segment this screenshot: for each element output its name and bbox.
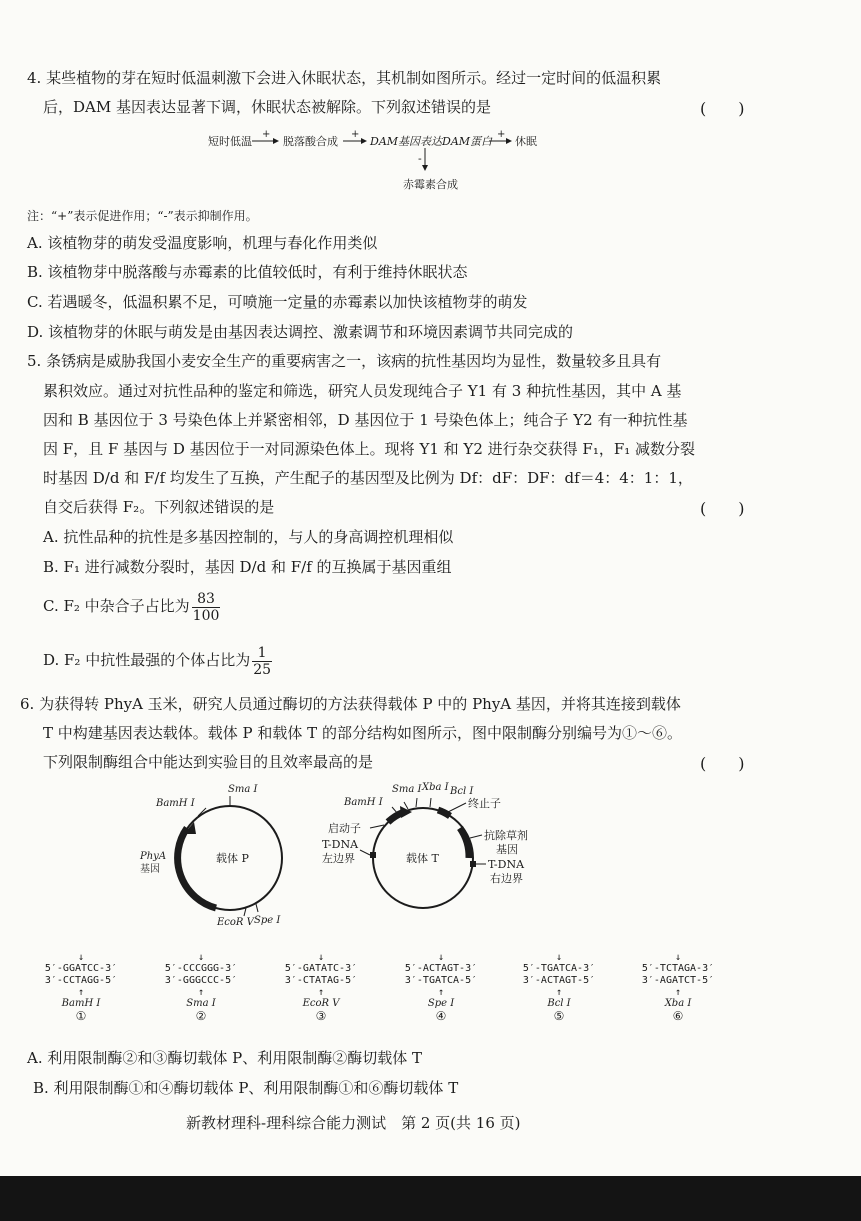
q4-stem-line2: 后，DAM 基因表达显著下调，休眠状态被解除。下列叙述错误的是 (43, 98, 491, 116)
site-xbai-bottom: 3′-AGATCT-5′ (641, 975, 715, 986)
vector-t-tdna-left-label: T-DNA (322, 838, 359, 851)
q5-option-c-text: C. F₂ 中杂合子占比为 (43, 597, 190, 615)
site-spei: ↓ 5′-ACTAGT-3′ 3′-TGATCA-5′ ↑ Spe I ④ (402, 952, 480, 1022)
site-ecorv-top: 5′-GATATC-3′ (284, 963, 358, 974)
vector-p-phya-label: PhyA (140, 851, 167, 862)
site-ecorv-number: ③ (315, 1009, 327, 1023)
herbicide-gene-arc (460, 828, 469, 858)
q4-flow-diagram (200, 128, 620, 196)
flow-minus: - (418, 152, 422, 165)
vector-t-diagram (300, 778, 560, 928)
q5-option-c (43, 586, 220, 626)
q6-stem-line1: 6. 为获得转 PhyA 玉米，研究人员通过酶切的方法获得载体 P 中的 PhyA 基因，并将其连接到载体 (20, 695, 681, 713)
vector-p-smai-label: Sma I (228, 784, 258, 795)
q4-option-c: C. 若遇暖冬，低温积累不足，可喷施一定量的赤霉素以加快该植物芽的萌发 (27, 293, 528, 311)
q6-option-a: A. 利用限制酶②和③酶切载体 P、利用限制酶②酶切载体 T (27, 1049, 423, 1067)
flow-plus-2: + (351, 129, 360, 140)
site-bcli-top: 5′-TGATCA-3′ (522, 963, 596, 974)
site-spei-name: Spe I (427, 998, 455, 1009)
vector-t-bamhi-label: BamH I (344, 797, 383, 808)
scan-bottom-edge (0, 1176, 861, 1221)
site-xbai: ↓ 5′-TCTAGA-3′ 3′-AGATCT-5′ ↑ Xba I ⑥ (638, 952, 718, 1022)
vector-t-terminator-label: 终止子 (468, 797, 501, 810)
site-smai-top: 5′-CCCGGG-3′ (164, 963, 238, 974)
q5-stem-line2: 累积效应。通过对抗性品种的鉴定和筛选，研究人员发现纯合子 Y1 有 3 种抗性基因，其中 A 基 (43, 382, 682, 400)
site-xbai-number: ⑥ (672, 1009, 684, 1023)
site-bamhi: ↓ 5′-GGATCC-3′ 3′-CCTAGG-5′ ↑ BamH I ① (42, 952, 120, 1022)
vector-p-ecorv-label: EcoR V (217, 917, 254, 928)
site-bamhi-bottom: 3′-CCTAGG-5′ (44, 975, 118, 986)
vector-p-spei-label: Spe I (254, 915, 281, 926)
site-bcli-name: Bcl I (547, 998, 571, 1009)
q5-option-b: B. F₁ 进行减数分裂时，基因 D/d 和 F/f 的互换属于基因重组 (43, 558, 452, 576)
flow-node-dormancy: 休眠 (515, 135, 537, 148)
vector-t-left-border-label: 左边界 (322, 852, 355, 865)
q5-answer-paren: ( ) (700, 499, 745, 518)
vector-t-xbai-label: Xba I (422, 782, 449, 793)
q5-stem-line6: 自交后获得 F₂。下列叙述错误的是 (43, 498, 275, 516)
q6-stem-line3: 下列限制酶组合中能达到实验目的且效率最高的是 (43, 753, 374, 771)
q5-stem-line3: 因和 B 基因位于 3 号染色体上并紧密相邻，D 基因位于 1 号染色体上；纯合子 Y2 有一种抗性基 (43, 411, 688, 429)
q5-stem-line1: 5. 条锈病是威胁我国小麦安全生产的重要病害之一，该病的抗性基因均为显性，数量较多且具有 (27, 352, 662, 370)
site-ecorv-name: EcoR V (302, 998, 340, 1009)
flow-node-dam-expression: DAM基因表达DAM蛋白 (370, 135, 493, 148)
flow-node-aba-synthesis: 脱落酸合成 (283, 135, 338, 148)
vector-p-gene-label: 基因 (140, 864, 160, 875)
q5-option-d (43, 640, 272, 680)
q5-option-d-fraction: $\frac{1}{25}$ (253, 644, 272, 678)
q4-note: 注：“+”表示促进作用；“-”表示抑制作用。 (27, 209, 258, 223)
flow-node-ga-synthesis: 赤霉素合成 (403, 178, 458, 191)
vector-t-right-border-label: 右边界 (490, 872, 523, 885)
site-ecorv-bottom: 3′-CTATAG-5′ (284, 975, 358, 986)
flow-plus-3: + (497, 129, 506, 140)
site-bamhi-top: 5′-GGATCC-3′ (44, 963, 118, 974)
q5-option-a: A. 抗性品种的抗性是多基因控制的，与人的身高调控机理相似 (43, 528, 454, 546)
site-bamhi-number: ① (75, 1009, 87, 1023)
terminator-arc (438, 810, 450, 816)
site-smai: ↓ 5′-CCCGGG-3′ 3′-GGGCCC-5′ ↑ Sma I ② (162, 952, 240, 1022)
site-smai-bottom: 3′-GGGCCC-5′ (164, 975, 238, 986)
q6-option-b: B. 利用限制酶①和④酶切载体 P、利用限制酶①和⑥酶切载体 T (33, 1079, 459, 1097)
q6-stem-line2: T 中构建基因表达载体。载体 P 和载体 T 的部分结构如图所示，图中限制酶分别编号为①～⑥。 (43, 724, 682, 742)
site-spei-bottom: 3′-TGATCA-5′ (404, 975, 478, 986)
site-spei-number: ④ (435, 1009, 447, 1023)
q5-stem-line5: 时基因 D/d 和 F/f 均发生了互换，产生配子的基因型及比例为 Df：dF：DF：df＝4：4：1：1， (43, 469, 693, 487)
vector-t-smai-label: Sma I (392, 784, 422, 795)
q4-option-b: B. 该植物芽中脱落酸与赤霉素的比值较低时，有利于维持休眠状态 (27, 263, 468, 281)
tdna-left-border-marker (370, 852, 376, 858)
site-bcli-number: ⑤ (553, 1009, 565, 1023)
q4-stem-line1: 4. 某些植物的芽在短时低温刺激下会进入休眠状态，其机制如图所示。经过一定时间的低温积累 (27, 69, 662, 87)
site-xbai-name: Xba I (664, 998, 692, 1009)
vector-t-herbicide-label: 抗除草剂 (484, 829, 528, 842)
vector-t-bcli-label: Bcl I (450, 786, 474, 797)
site-spei-top: 5′-ACTAGT-3′ (404, 963, 478, 974)
q4-option-d: D. 该植物芽的休眠与萌发是由基因表达调控、激素调节和环境因素调节共同完成的 (27, 323, 574, 341)
q5-stem-line4: 因 F，且 F 基因与 D 基因位于一对同源染色体上。现将 Y1 和 Y2 进行杂交获得 F₁，F₁ 减数分裂 (43, 440, 696, 458)
vector-p-title: 载体 P (216, 852, 249, 865)
q5-option-c-fraction: $\frac{83}{100}$ (192, 590, 220, 624)
vector-t-tdna-right-label: T-DNA (488, 858, 525, 871)
site-bcli-bottom: 3′-ACTAGT-5′ (522, 975, 596, 986)
page-footer: 新教材理科-理科综合能力测试 第 2 页(共 16 页) (186, 1114, 521, 1132)
vector-t-herbicide-gene-label: 基因 (496, 843, 518, 856)
vector-t-title: 载体 T (406, 852, 439, 865)
site-ecorv: ↓ 5′-GATATC-3′ 3′-CTATAG-5′ ↑ EcoR V ③ (282, 952, 360, 1022)
vector-p-diagram (130, 778, 305, 928)
q5-option-d-text: D. F₂ 中抗性最强的个体占比为 (43, 651, 251, 669)
phya-gene-arc (178, 828, 216, 908)
q4-option-a: A. 该植物芽的萌发受温度影响，机理与春化作用类似 (27, 234, 378, 252)
vector-p-bamhi-label: BamH I (156, 798, 195, 809)
site-smai-number: ② (195, 1009, 207, 1023)
q4-answer-paren: ( ) (700, 99, 745, 118)
tdna-right-border-marker (470, 861, 476, 867)
vector-t-promoter-label: 启动子 (328, 822, 361, 835)
site-xbai-top: 5′-TCTAGA-3′ (641, 963, 715, 974)
q6-answer-paren: ( ) (700, 754, 745, 773)
site-smai-name: Sma I (186, 998, 216, 1009)
site-bamhi-name: BamH I (61, 998, 101, 1009)
site-bcli: ↓ 5′-TGATCA-3′ 3′-ACTAGT-5′ ↑ Bcl I ⑤ (520, 952, 598, 1022)
flow-plus-1: + (262, 129, 271, 140)
flow-node-short-cold: 短时低温 (208, 135, 252, 148)
